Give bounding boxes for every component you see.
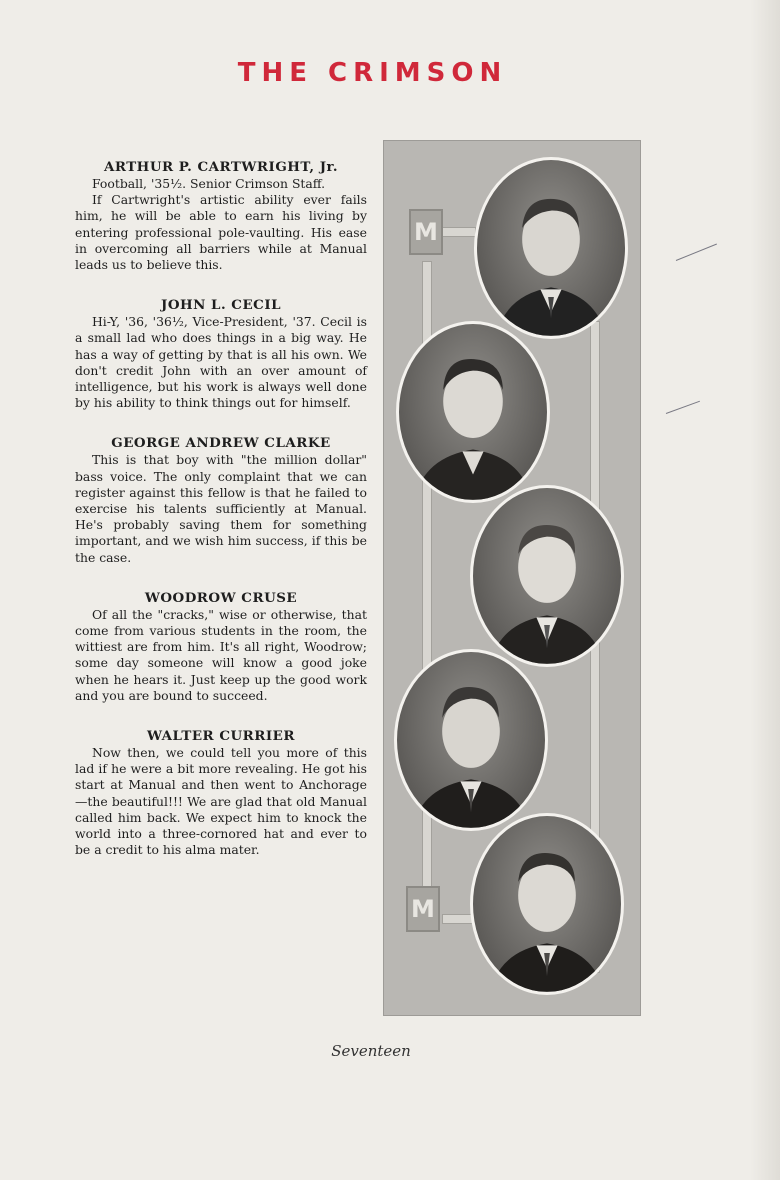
- monogram-bottom: M: [406, 886, 440, 932]
- portrait-cartwright: [474, 157, 628, 339]
- page-edge-shadow: [750, 0, 780, 1180]
- portrait-panel: [383, 140, 641, 1016]
- bio-cartwright: [75, 158, 367, 273]
- bio-text: Now then, we could tell you more of this lad if he were a bit more revealing. He got his start at Manual and then went to Anchorage—the beautiful!!! We are glad that old Manual called him back. We expect him to knock the world into a three-cornored hat and ever to be a credit to his alma mater.: [75, 745, 367, 858]
- portrait-figure: [473, 816, 621, 992]
- bio-clarke: [75, 434, 367, 565]
- pencil-check-mark: [676, 244, 717, 261]
- decorative-rail-top: [442, 227, 476, 237]
- bio-text: If Cartwright's artistic ability ever fails him, he will be able to earn his living by entering professional pole-vaulting. His ease in overcoming all barriers while at Manual leads us to believe this.: [75, 192, 367, 273]
- portrait-cruse: [394, 649, 548, 831]
- portrait-currier: [470, 813, 624, 995]
- bio-column: [75, 158, 367, 859]
- monogram-top: M: [409, 209, 443, 255]
- portrait-figure: [477, 160, 625, 336]
- bio-name: ARTHUR P. CARTWRIGHT, Jr.: [103, 159, 339, 175]
- bio-text: Of all the "cracks," wise or otherwise, that come from various students in the room, the wittiest are from him. It's all right, Woodrow; some day someone will know a good joke when he hears it. Just keep up the good work and you are bound to succeed.: [75, 606, 367, 703]
- portrait-figure: [397, 652, 545, 828]
- page-title: THE CRIMSON: [237, 58, 508, 88]
- bio-name: WALTER CURRIER: [146, 728, 296, 745]
- bio-text: Hi-Y, '36, '36½, Vice-President, '37. Cecil is a small lad who does things in a big way. He has a way of getting by that is all his own. We don't credit John with an over amount of intelligence, but his work is always well done by his ability to think things out for himself.: [75, 314, 367, 411]
- portrait-figure: [473, 488, 621, 664]
- portrait-clarke: [470, 485, 624, 667]
- bio-cecil: [75, 296, 367, 411]
- page-number: Seventeen: [331, 1042, 411, 1060]
- bio-name: GEORGE ANDREW CLARKE: [111, 435, 331, 452]
- pencil-check-mark: [666, 401, 700, 414]
- bio-currier: [75, 727, 367, 858]
- portrait-cecil: [396, 321, 550, 503]
- bio-text: This is that boy with "the million dollar" bass voice. The only complaint that we can register against this fellow is that he failed to exercise his talents sufficiently at Manual. He's probably saving them for something important, and we wish him success, if this be the case.: [75, 452, 367, 565]
- bio-name: JOHN L. CECIL: [161, 297, 281, 314]
- bio-name: WOODROW CRUSE: [144, 589, 298, 606]
- portrait-figure: [399, 324, 547, 500]
- bio-cruse: [75, 589, 367, 704]
- bio-activities: Football, '35½. Senior Crimson Staff.: [92, 176, 326, 191]
